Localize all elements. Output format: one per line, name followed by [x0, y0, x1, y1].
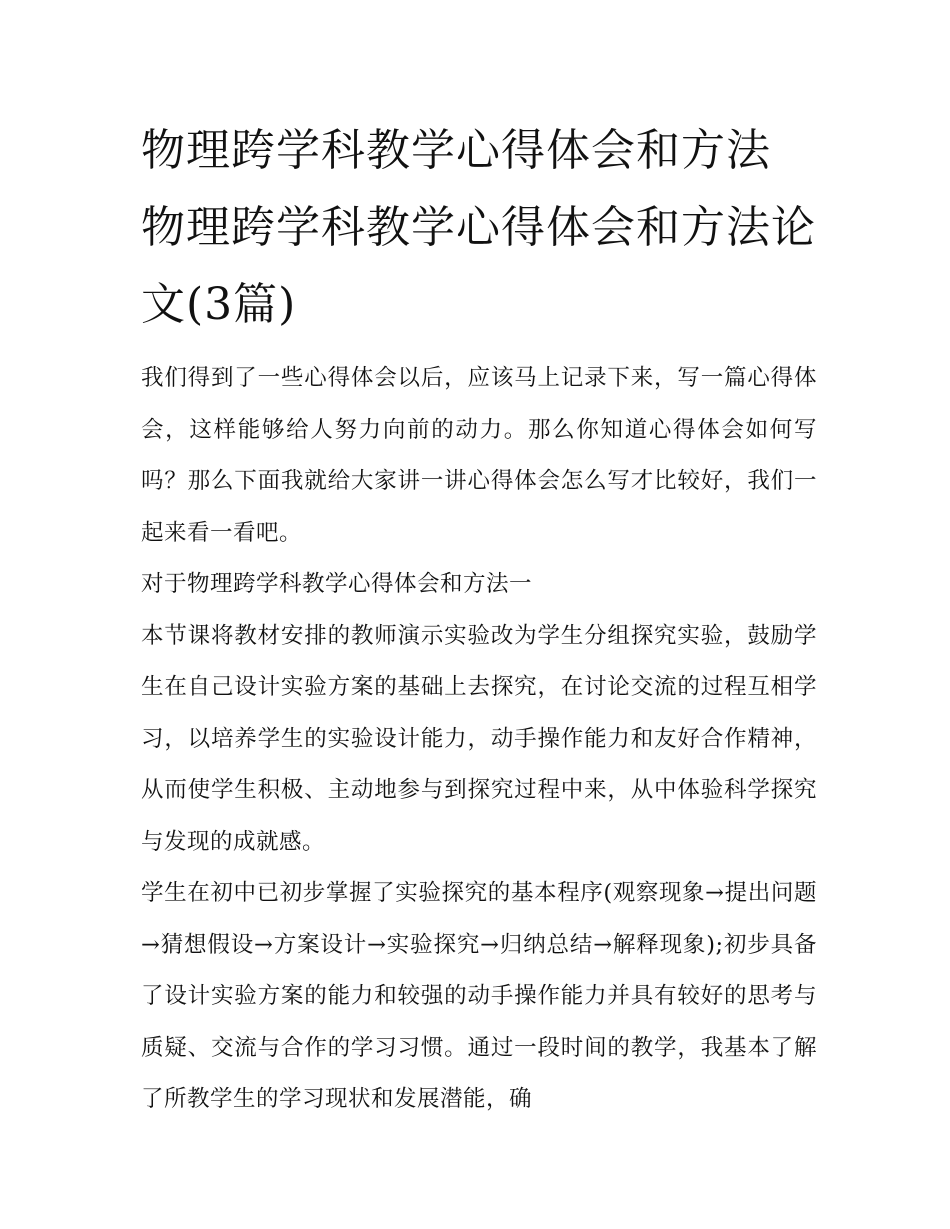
intro-paragraph: 我们得到了一些心得体会以后，应该马上记录下来，写一篇心得体会，这样能够给人努力向前的动力。那么你知道心得体会如何写吗？那么下面我就给大家讲一讲心得体会怎么写才比较好，我们一起来看一看吧。 [141, 365, 817, 546]
section-heading-1: 对于物理跨学科教学心得体会和方法一 [141, 571, 533, 597]
document-page [141, 112, 817, 1126]
body-paragraph-2: 学生在初中已初步掌握了实验探究的基本程序(观察现象→提出问题→猜想假设→方案设计→实验探究→归纳总结→解释现象);初步具备了设计实验方案的能力和较强的动手操作能力并具有较好的思考与质疑、交流与合作的学习习惯。通过一段时间的教学，我基本了解了所教学生的学习现状和发展潜能，确 [141, 880, 817, 1112]
body-paragraph-1: 本节课将教材安排的教师演示实验改为学生分组探究实验，鼓励学生在自己设计实验方案的基础上去探究，在讨论交流的过程互相学习，以培养学生的实验设计能力，动手操作能力和友好合作精神，从而使学生积极、主动地参与到探究过程中来，从中体验科学探究与发现的成就感。 [141, 622, 817, 855]
document-title: 物理跨学科教学心得体会和方法 物理跨学科教学心得体会和方法论文(3篇) [141, 125, 816, 330]
